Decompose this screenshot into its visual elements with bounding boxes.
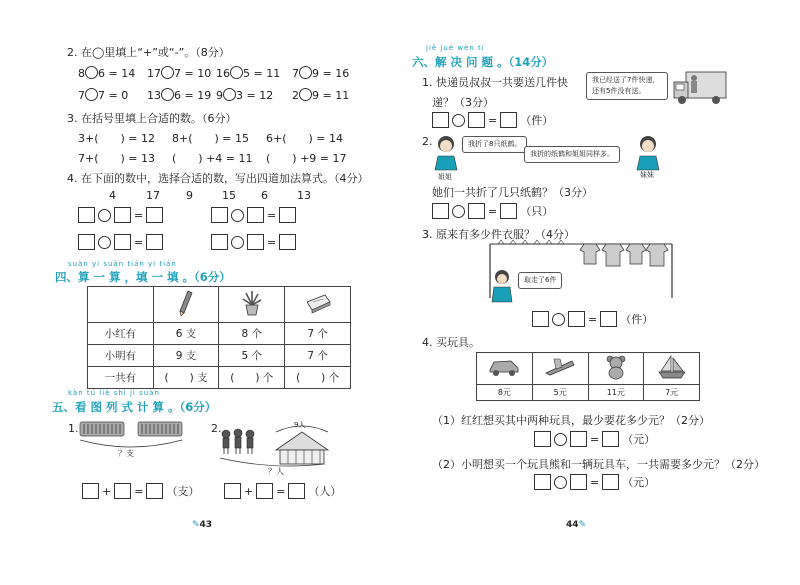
pen-icon: ✎ bbox=[192, 520, 200, 530]
younger-sister-illustration bbox=[634, 134, 662, 174]
unit-label: （元） bbox=[622, 476, 656, 489]
q2-question: 她们一共折了几只纸鹤？（3分） bbox=[432, 186, 593, 199]
toy-price-table bbox=[476, 352, 700, 401]
answer-box[interactable] bbox=[468, 203, 485, 219]
page-number bbox=[192, 520, 212, 530]
answer-box[interactable] bbox=[500, 203, 517, 219]
answer-box[interactable] bbox=[114, 483, 131, 499]
q2-r2-c3-b: 3 = 12 bbox=[236, 89, 274, 102]
q2-r1-c3-a: 16 bbox=[216, 67, 230, 80]
q2-bubble-sister: 我折了8只纸鹤。 bbox=[462, 136, 527, 153]
answer-box[interactable] bbox=[500, 112, 517, 128]
sec5-p1-equation: + = （支） bbox=[82, 483, 199, 499]
q2-r2-c3-a: 9 bbox=[216, 89, 223, 102]
sec5-p2-count: 9人 bbox=[294, 421, 306, 429]
table-row bbox=[88, 345, 351, 367]
answer-box[interactable] bbox=[570, 474, 587, 490]
answer-box[interactable] bbox=[570, 431, 587, 447]
q4-sub2-equation: = （元） bbox=[534, 474, 655, 490]
q3-speech-bubble: 取走了6件 bbox=[518, 272, 562, 289]
unit-label: （人） bbox=[308, 485, 342, 498]
table-cell: 9 支 bbox=[153, 345, 219, 367]
q1-equation: = （件） bbox=[432, 112, 553, 128]
q2-r2-c4-b: 9 = 11 bbox=[312, 89, 350, 102]
answer-box[interactable] bbox=[247, 207, 264, 223]
operator-circle[interactable] bbox=[231, 209, 244, 222]
operator-circle[interactable] bbox=[231, 236, 244, 249]
q4-number-pool bbox=[0, 189, 400, 203]
toy-bear-cell bbox=[588, 353, 644, 385]
answer-box[interactable] bbox=[600, 311, 617, 327]
sec4-table bbox=[87, 286, 351, 389]
q3-row-2 bbox=[78, 150, 366, 166]
answer-box[interactable] bbox=[211, 234, 228, 250]
q4-number: 9 bbox=[186, 189, 193, 202]
toy-price: 5元 bbox=[532, 385, 588, 401]
table-cell: 5 个 bbox=[219, 345, 285, 367]
operator-circle[interactable] bbox=[98, 209, 111, 222]
unit-label: （件） bbox=[620, 313, 654, 326]
q3-blank-eq[interactable]: ( ) +4 = 11 bbox=[172, 152, 253, 165]
q2-circle-blank[interactable] bbox=[85, 88, 98, 101]
answer-box[interactable] bbox=[432, 112, 449, 128]
answer-box[interactable] bbox=[247, 234, 264, 250]
answer-box[interactable] bbox=[256, 483, 273, 499]
answer-box[interactable] bbox=[78, 207, 95, 223]
q1-line2: 递？（3分） bbox=[432, 96, 494, 109]
unit-label: （元） bbox=[622, 433, 656, 446]
page-number bbox=[566, 520, 586, 530]
q2-title: 2. 在◯里填上“+”或“-”。（8分） bbox=[67, 46, 230, 59]
pencil-bundles-illustration bbox=[78, 420, 190, 462]
q4-sub2: （2）小明想买一个玩具熊和一辆玩具车，一共需要多少元？（2分） bbox=[432, 458, 765, 471]
table-cell: 小明有 bbox=[88, 345, 154, 367]
answer-box[interactable] bbox=[279, 207, 296, 223]
q3-title: 3. 原来有多少件衣服？（4分） bbox=[422, 228, 575, 241]
q2-r1-c4-b: 9 = 16 bbox=[312, 67, 350, 80]
q2-r1-c2-a: 17 bbox=[147, 67, 161, 80]
toy-sailboat-icon bbox=[657, 354, 687, 380]
q3-blank-eq[interactable]: 6+( ) = 14 bbox=[266, 132, 344, 145]
answer-box[interactable] bbox=[432, 203, 449, 219]
name-label-younger: 妹妹 bbox=[640, 171, 654, 179]
operator-circle[interactable] bbox=[554, 476, 567, 489]
q4-sub1-equation: = （元） bbox=[534, 431, 655, 447]
q2-row-1 bbox=[78, 66, 362, 80]
answer-box[interactable] bbox=[468, 112, 485, 128]
toy-image-row bbox=[477, 353, 700, 385]
q2-number: 2. bbox=[422, 135, 433, 148]
operator-circle[interactable] bbox=[554, 433, 567, 446]
operator-circle[interactable] bbox=[452, 205, 465, 218]
q3-blank-eq[interactable]: 7+( ) = 13 bbox=[78, 152, 156, 165]
q3-title: 3. 在括号里填上合适的数。（6分） bbox=[67, 112, 237, 125]
sec5-p2-number: 2. bbox=[211, 422, 222, 435]
q2-circle-blank[interactable] bbox=[161, 66, 174, 79]
answer-box[interactable] bbox=[146, 483, 163, 499]
q4-title: 4. 在下面的数中，选择合适的数，写出四道加法算式。（4分） bbox=[67, 172, 369, 185]
table-cell: 7 个 bbox=[285, 323, 351, 345]
answer-box[interactable] bbox=[82, 483, 99, 499]
table-answer-cell[interactable]: ( ) 支 bbox=[153, 367, 219, 389]
table-row bbox=[88, 323, 351, 345]
q2-r2-c2-b: 6 = 19 bbox=[174, 89, 212, 102]
answer-box[interactable] bbox=[114, 234, 131, 250]
q2-circle-blank[interactable] bbox=[230, 66, 243, 79]
answer-box[interactable] bbox=[224, 483, 241, 499]
q4-sub1: （1）红红想买其中两种玩具，最少要花多少元？（2分） bbox=[432, 414, 710, 427]
answer-box[interactable] bbox=[534, 474, 551, 490]
sec6-pinyin: jiě jué wèn tí bbox=[426, 44, 485, 52]
toy-boat-cell bbox=[644, 353, 700, 385]
toy-plane-icon bbox=[544, 355, 576, 379]
right-page bbox=[400, 0, 800, 585]
q4-number: 6 bbox=[261, 189, 268, 202]
table-cell: 8 个 bbox=[219, 323, 285, 345]
table-answer-cell[interactable]: ( ) 个 bbox=[285, 367, 351, 389]
q2-r2-c2-a: 13 bbox=[147, 89, 161, 102]
q4-number: 4 bbox=[109, 189, 116, 202]
pen-icon: ✎ bbox=[578, 520, 587, 530]
q4-number: 13 bbox=[297, 189, 311, 202]
q2-r2-c4-a: 2 bbox=[292, 89, 299, 102]
pencil-icon bbox=[178, 289, 194, 317]
q4-equation-2: = bbox=[211, 207, 296, 223]
operator-circle[interactable] bbox=[98, 236, 111, 249]
q4-title: 4. 买玩具。 bbox=[422, 336, 480, 349]
eraser-cell bbox=[285, 287, 351, 323]
q2-circle-blank[interactable] bbox=[223, 88, 236, 101]
q3-blank-eq[interactable]: ( ) +9 = 17 bbox=[266, 152, 347, 165]
toy-price-row bbox=[477, 385, 700, 401]
operator-circle[interactable] bbox=[552, 313, 565, 326]
answer-box[interactable] bbox=[114, 207, 131, 223]
answer-box[interactable] bbox=[146, 207, 163, 223]
q2-equation: = （只） bbox=[432, 203, 553, 219]
toy-car-cell bbox=[477, 353, 533, 385]
q4-number: 15 bbox=[222, 189, 236, 202]
unit-label: （件） bbox=[520, 114, 554, 127]
toy-plane-cell bbox=[532, 353, 588, 385]
sec5-p2-equation: + = （人） bbox=[224, 483, 341, 499]
answer-box[interactable] bbox=[279, 234, 296, 250]
sec6-title: 六、解 决 问 题 。（14分） bbox=[412, 55, 554, 69]
q2-bubble-younger: 我折的纸鹤和姐姐同样多。 bbox=[524, 146, 620, 163]
teddy-bear-icon bbox=[603, 354, 629, 380]
sec5-p1-label: ？支 bbox=[118, 449, 134, 458]
table-cell: 小红有 bbox=[88, 323, 154, 345]
answer-box[interactable] bbox=[146, 234, 163, 250]
sec5-p1-number: 1. bbox=[68, 422, 79, 435]
q3-blank-eq[interactable]: 3+( ) = 12 bbox=[78, 132, 156, 145]
q3-equation: = （件） bbox=[532, 311, 653, 327]
sec4-pinyin: suàn yi suàn tián yi tián bbox=[68, 260, 177, 268]
delivery-truck-illustration bbox=[670, 66, 730, 110]
page-number-text: 44 bbox=[566, 520, 579, 530]
q2-row-2 bbox=[78, 88, 362, 102]
table-answer-cell[interactable]: ( ) 个 bbox=[219, 367, 285, 389]
q2-circle-blank[interactable] bbox=[299, 88, 312, 101]
potted-plant-icon bbox=[240, 289, 264, 317]
girl-illustration bbox=[488, 268, 516, 304]
q3-row-1 bbox=[78, 130, 366, 146]
q2-r1-c3-b: 5 = 11 bbox=[243, 67, 281, 80]
q2-r1-c2-b: 7 = 10 bbox=[174, 67, 212, 80]
plant-cell bbox=[219, 287, 285, 323]
table-cell: 一共有 bbox=[88, 367, 154, 389]
operator-circle[interactable] bbox=[452, 114, 465, 127]
answer-box[interactable] bbox=[602, 431, 619, 447]
sec5-title: 五、看 图 列 式 计 算 。（6分） bbox=[52, 400, 217, 414]
q2-r1-c4-a: 7 bbox=[292, 67, 299, 80]
q1-line1: 1. 快递员叔叔一共要送几件快 bbox=[422, 76, 568, 89]
unit-label: （只） bbox=[520, 205, 554, 218]
toy-car-icon bbox=[487, 356, 521, 378]
q2-r1-c1-b: 6 = 14 bbox=[98, 67, 136, 80]
sec5-pinyin: kàn tú liè shì jì suàn bbox=[68, 389, 160, 397]
answer-box[interactable] bbox=[534, 431, 551, 447]
toy-price: 11元 bbox=[588, 385, 644, 401]
q2-circle-blank[interactable] bbox=[85, 66, 98, 79]
table-header-row bbox=[88, 287, 351, 323]
q4-equation-3: = bbox=[78, 234, 163, 250]
answer-box[interactable] bbox=[602, 474, 619, 490]
answer-box[interactable] bbox=[568, 311, 585, 327]
page-number-text: 43 bbox=[199, 520, 213, 530]
sec4-title: 四、算 一 算 ，填 一 填 。（6分） bbox=[55, 270, 231, 284]
answer-box[interactable] bbox=[78, 234, 95, 250]
toy-price: 7元 bbox=[644, 385, 700, 401]
q2-r2-c1-b: 7 = 0 bbox=[98, 89, 129, 102]
q3-blank-eq[interactable]: 8+( ) = 15 bbox=[172, 132, 250, 145]
q4-number: 17 bbox=[146, 189, 160, 202]
answer-box[interactable] bbox=[211, 207, 228, 223]
eraser-icon bbox=[303, 292, 333, 314]
sec5-p2-label: ？人 bbox=[268, 467, 284, 476]
q2-circle-blank[interactable] bbox=[299, 66, 312, 79]
q4-equation-4: = bbox=[211, 234, 296, 250]
table-cell: 7 个 bbox=[285, 345, 351, 367]
table-corner bbox=[88, 287, 154, 323]
q4-equation-1: = bbox=[78, 207, 163, 223]
children-and-tent-illustration bbox=[216, 422, 336, 470]
pencil-cell bbox=[153, 287, 219, 323]
toy-price: 8元 bbox=[477, 385, 533, 401]
unit-label: （支） bbox=[166, 485, 200, 498]
name-label-sister: 姐姐 bbox=[438, 173, 452, 181]
q2-r2-c1-a: 7 bbox=[78, 89, 85, 102]
answer-box[interactable] bbox=[532, 311, 549, 327]
older-sister-illustration bbox=[432, 134, 460, 174]
q2-circle-blank[interactable] bbox=[161, 88, 174, 101]
q2-r1-c1-a: 8 bbox=[78, 67, 85, 80]
table-cell: 6 支 bbox=[153, 323, 219, 345]
q1-speech-bubble: 我已经送了7件快递，还有5件没有送。 bbox=[586, 72, 668, 100]
answer-box[interactable] bbox=[288, 483, 305, 499]
table-row bbox=[88, 367, 351, 389]
